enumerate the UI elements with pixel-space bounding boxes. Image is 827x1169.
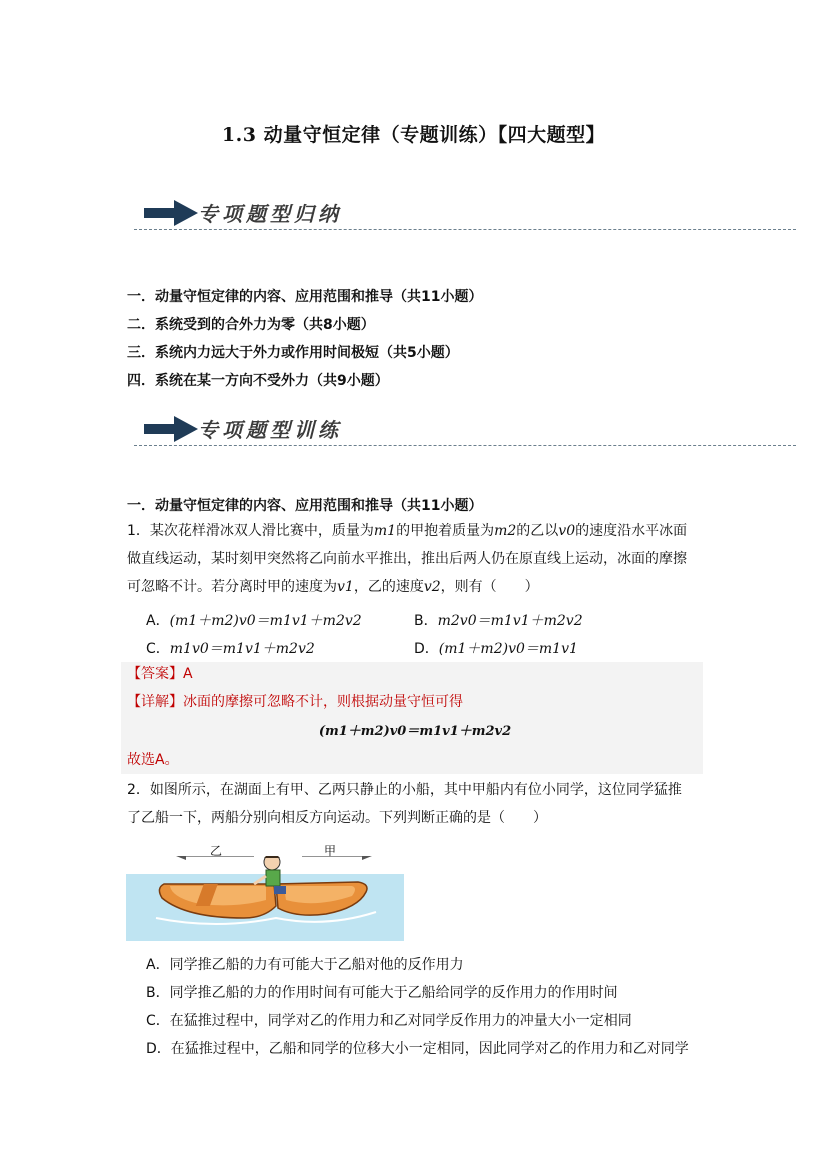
option-b[interactable] (414, 610, 583, 630)
question-2-line-1: 2．如图所示，在湖面上有甲、乙两只静止的小船，其中甲船内有位小同学，这位同学猛推 (127, 782, 682, 798)
option-text: m1v0＝m1v1＋m2v2 (169, 641, 315, 657)
option-text: (m1＋m2)v0＝m1v1＋m2v2 (169, 613, 362, 629)
text: ，乙的速度 (353, 579, 424, 595)
question-2-line-2: 了乙船一下，两船分别向相反方向运动。下列判断正确的是（ ） (127, 810, 547, 826)
text: ，则有（ ） (440, 579, 539, 595)
var-m1: m1 (373, 523, 397, 539)
figure-label-right: 甲 (324, 844, 337, 858)
text: 可忽略不计。若分离时甲的速度为 (127, 579, 337, 595)
option-label: D． (414, 641, 439, 657)
divider (134, 445, 796, 446)
toc-item-1[interactable]: 一．动量守恒定律的内容、应用范围和推导（共11小题） (127, 289, 483, 305)
option-a[interactable]: A．同学推乙船的力有可能大于乙船对他的反作用力 (146, 957, 464, 973)
boats-illustration (126, 856, 404, 941)
option-a[interactable] (146, 610, 362, 630)
option-d[interactable] (414, 638, 578, 658)
section-banner-training (134, 412, 796, 446)
option-text: (m1＋m2)v0＝m1v1 (438, 641, 578, 657)
text: 的甲抱着质量为 (396, 523, 495, 539)
question-1-line-2: 做直线运动，某时刻甲突然将乙向前水平推出，推出后两人仍在原直线上运动，冰面的摩擦 (127, 551, 687, 567)
option-b[interactable]: B．同学推乙船的力的作用时间有可能大于乙船给同学的反作用力的作用时间 (146, 985, 618, 1001)
answer-value: A (183, 666, 193, 682)
banner-title: 专项题型归纳 (198, 202, 342, 226)
divider (134, 229, 796, 230)
toc-item-4[interactable]: 四．系统在某一方向不受外力（共9小题） (127, 373, 389, 389)
answer-line (127, 660, 193, 688)
option-c[interactable]: C．在猛推过程中，同学对乙的作用力和乙对同学反作用力的冲量大小一定相同 (146, 1013, 632, 1029)
option-label: C． (146, 641, 170, 657)
toc-item-2[interactable]: 二．系统受到的合外力为零（共8小题） (127, 317, 375, 333)
section-heading: 一．动量守恒定律的内容、应用范围和推导（共11小题） (127, 498, 483, 514)
question-1-line-3 (127, 573, 707, 601)
arrow-right-icon (144, 416, 198, 442)
formula: (m1＋m2)v0＝m1v1＋m2v2 (318, 724, 512, 739)
text: 1．某次花样滑冰双人滑比赛中，质量为 (127, 523, 374, 539)
banner-title: 专项题型训练 (198, 418, 342, 442)
option-label: A． (146, 613, 170, 629)
answer-tag: 【答案】 (127, 666, 183, 682)
var-v1: v1 (337, 579, 354, 595)
toc-item-3[interactable]: 三．系统内力远大于外力或作用时间极短（共5小题） (127, 345, 459, 361)
detail-line (127, 688, 463, 716)
figure-label-left: 乙 (210, 844, 223, 858)
option-label: B． (414, 613, 438, 629)
page-title: 1.3 动量守恒定律（专题训练）【四大题型】 (221, 124, 606, 146)
section-banner-summary (134, 196, 796, 230)
option-text: m2v0＝m1v1＋m2v2 (437, 613, 583, 629)
var-m2: m2 (494, 523, 517, 539)
boats-figure (126, 844, 404, 941)
conclusion: 故选A。 (127, 752, 179, 768)
text: 的乙以 (516, 523, 559, 539)
question-1-line-1 (127, 517, 707, 545)
option-c[interactable] (146, 638, 315, 658)
detail-text: 冰面的摩擦可忽略不计，则根据动量守恒可得 (183, 694, 463, 710)
var-v2: v2 (423, 579, 441, 595)
text: 的速度沿水平冰面 (575, 523, 688, 539)
answer-panel (121, 662, 703, 774)
option-d[interactable]: D．在猛推过程中，乙船和同学的位移大小一定相同，因此同学对乙的作用力和乙对同学 (146, 1041, 689, 1057)
var-v0: v0 (558, 523, 576, 539)
detail-tag: 【详解】 (127, 694, 183, 710)
arrow-right-icon (144, 200, 198, 226)
